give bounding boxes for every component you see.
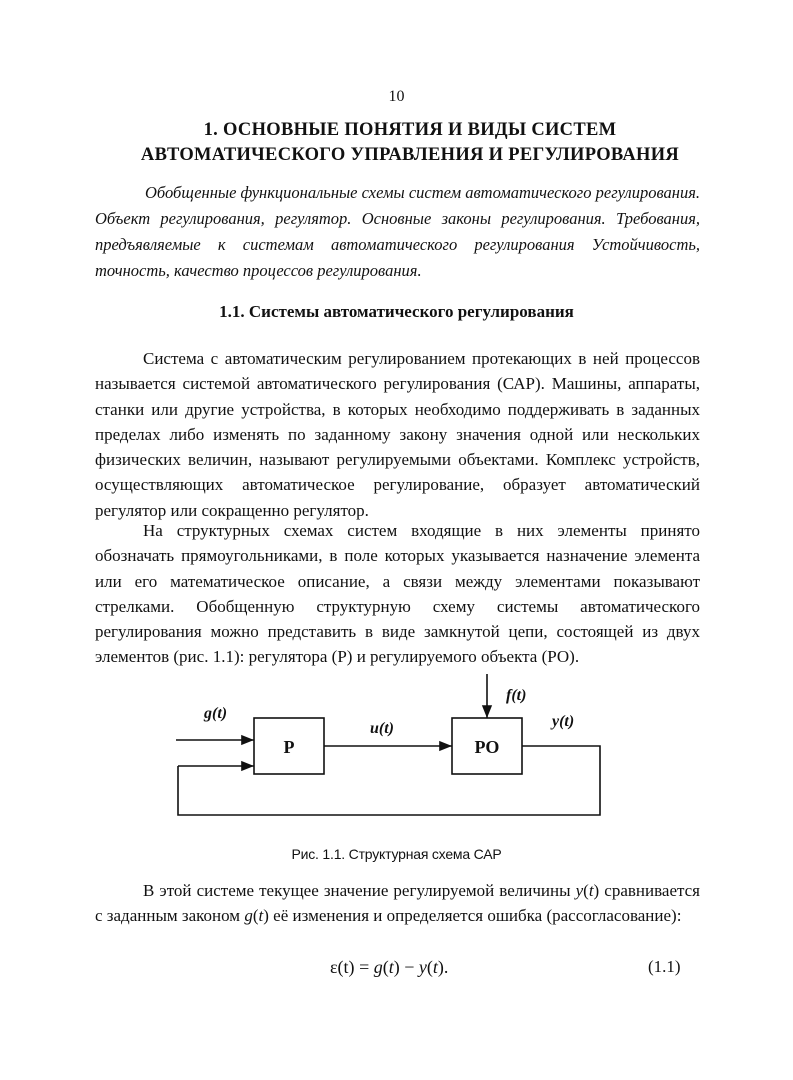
paragraph-1-block xyxy=(95,346,700,523)
p3-text-1: В этой системе текущее значение регулируемой величины xyxy=(143,881,576,900)
block-diagram xyxy=(160,670,620,830)
chapter-title xyxy=(100,118,720,168)
equation-lhs: ε(t) xyxy=(330,957,355,977)
paragraph-1: Система с автоматическим регулированием протекающих в ней процессов называется системой автоматического регулирования (САР). Машины, аппараты, станки или другие устройства, в которых необходимо поддерживать в заданных пределах либо изменять по заданному закону значения одной или нескольких физических величин, называют регулируемыми объектами. Комплекс устройств, осуществляющих автоматическое регулирование, образует автоматический регулятор или сокращенно регулятор. xyxy=(95,349,700,520)
equation-g: g xyxy=(373,957,383,977)
equation-1-1: ε(t) = g(t) − y(t). xyxy=(330,957,449,977)
regulator-label: Р xyxy=(283,737,295,757)
disturbance-label: f(t) xyxy=(506,687,527,704)
equation-end: . xyxy=(443,957,449,977)
chapter-title-line-1: 1. ОСНОВНЫЕ ПОНЯТИЯ И ВИДЫ СИСТЕМ xyxy=(203,120,617,140)
plant-label: РО xyxy=(474,737,500,757)
equation-number: (1.1) xyxy=(648,957,681,976)
p3-sym-t1: t xyxy=(588,881,594,900)
paragraph-3-block xyxy=(95,878,700,929)
section-title: 1.1. Системы автоматического регулирования xyxy=(219,302,574,321)
paragraph-2: На структурных схемах систем входящие в них элементы принято обозначать прямоугольниками, в поле которых указывается назначение элемента или его математическое описание, а связи между элементами показывают стрелками. Обобщенную структурную схему системы автоматического регулирования можно представить в виде замкнутой цепи, состоящей из двух элементов (рис. 1.1): регулятора (Р) и регулируемого объекта (РО). xyxy=(95,521,700,667)
output-label: y(t) xyxy=(552,713,575,730)
equation-minus: − xyxy=(404,957,415,977)
control-signal-label: u(t) xyxy=(370,720,394,737)
p3-sym-g: g xyxy=(244,906,253,926)
output-line xyxy=(178,746,600,815)
p3-sym-t2: t xyxy=(258,906,264,926)
equation-t2: t xyxy=(432,957,438,977)
figure-caption: Рис. 1.1. Структурная схема САР xyxy=(291,846,502,862)
p3-text-2: сравнивается с заданным законом xyxy=(95,881,700,926)
paragraph-2-block xyxy=(95,518,700,670)
input-label: g(t) xyxy=(204,705,228,722)
p3-text-3: её изменения и определяется ошибка (рассогласование): xyxy=(268,906,682,926)
equation-t1: t xyxy=(388,957,394,977)
paragraph-3: В этой системе текущее значение регулируемой величины y(t) сравнивается с заданным законом g(t) её изменения и определяется ошибка (рассогласование): xyxy=(95,881,700,926)
equation-equals: = xyxy=(359,957,370,977)
page-number: 10 xyxy=(388,88,405,105)
equation-y: y xyxy=(418,957,427,977)
p3-sym-y: y xyxy=(575,881,584,900)
chapter-abstract: Обобщенные функциональные схемы систем автоматического регулирования. Объект регулирования, регулятор. Основные законы регулирования. Требования, предъявляемые к системам автоматического регулирования Устойчивость, точность, качество процессов регулирования. xyxy=(95,183,700,280)
chapter-title-line-2: АВТОМАТИЧЕСКОГО УПРАВЛЕНИЯ И РЕГУЛИРОВАНИЯ xyxy=(140,145,680,165)
